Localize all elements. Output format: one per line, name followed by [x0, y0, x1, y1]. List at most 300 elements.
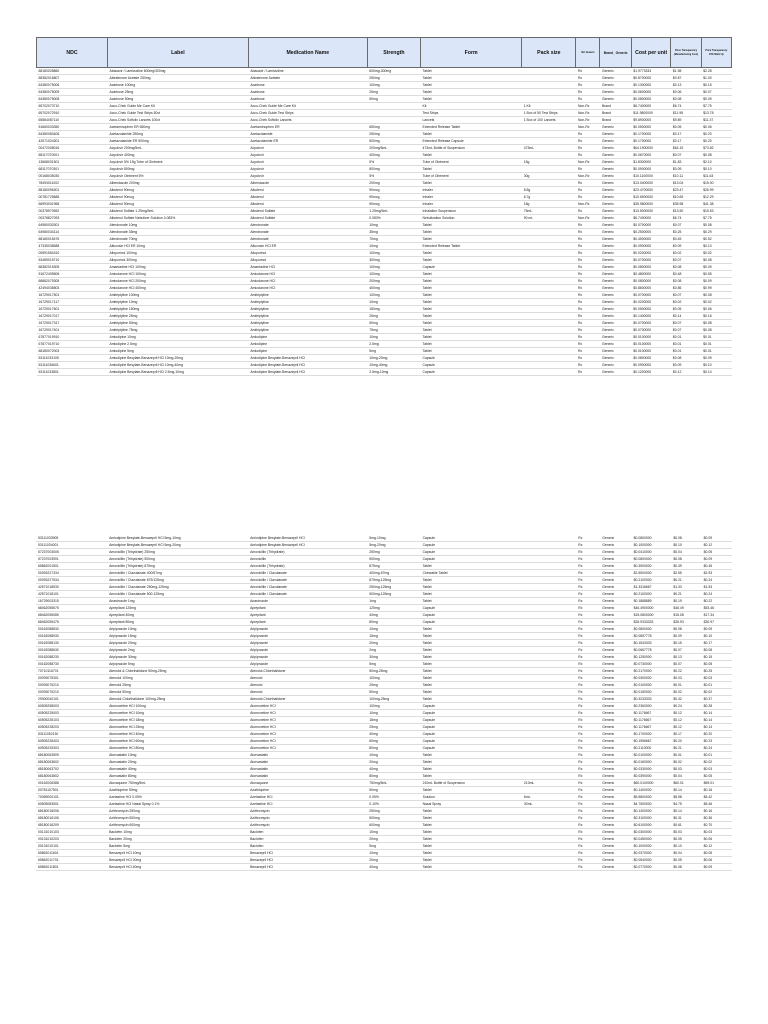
table-row: [37, 257, 732, 264]
price-markup-cell: $0.08: [701, 222, 731, 229]
label-cell: Aripiprazole 5mg: [107, 661, 248, 668]
rx-cell: Non-Rx: [576, 201, 600, 208]
table-row: [37, 215, 732, 222]
pack-size-cell: [522, 250, 576, 257]
form-cell: Tablet: [421, 334, 522, 341]
form-cell: Kit: [421, 103, 522, 110]
price-markup-cell: $0.06: [701, 306, 731, 313]
label-cell: Amiodarone HCl 400mg: [107, 285, 248, 292]
medication-name-cell: Azithromycin: [248, 822, 367, 829]
strength-cell: 400mg: [367, 285, 420, 292]
ndc-cell: 53111033801: [37, 369, 108, 376]
table-row: [36, 794, 732, 801]
pack-size-cell: [522, 745, 576, 752]
label-cell: Albuterol 90mcg: [107, 201, 248, 208]
price-cost-cell: $0.86: [671, 285, 701, 292]
price-markup-cell: $17.34: [702, 612, 732, 619]
label-cell: Acyclovir 5% 15g Tube of Ointment: [107, 159, 248, 166]
ndc-cell: 42494035803: [37, 285, 108, 292]
ndc-cell: 68180063702: [36, 766, 107, 773]
medication-name-cell: Atomoxetine HCl: [248, 703, 367, 710]
pack-size-cell: [522, 549, 576, 556]
ndc-cell: 68462055085: [36, 612, 107, 619]
label-cell: Aripiprazole 30mg: [107, 654, 248, 661]
price-cost-cell: $0.87: [671, 75, 701, 82]
cost-per-unit-cell: $0.0330000: [632, 766, 672, 773]
price-cost-cell: $35.98: [671, 201, 701, 208]
cost-per-unit-cell: $4.7500000: [632, 801, 672, 808]
medication-name-cell: Acarbose: [248, 89, 367, 96]
strength-cell: 80mg: [367, 773, 420, 780]
pack-size-cell: [522, 843, 576, 850]
price-markup-cell: $0.01: [702, 752, 732, 759]
rx-cell: Rx: [576, 780, 600, 787]
brand-generic-cell: Generic: [600, 535, 631, 542]
cost-per-unit-cell: $15.0800000: [632, 612, 672, 619]
cost-per-unit-cell: $0.0150000: [632, 689, 672, 696]
table-body-part-2: [36, 535, 732, 871]
label-cell: Acetazolamide ER 500mg: [107, 138, 248, 145]
cost-per-unit-cell: $0.0800000: [632, 535, 672, 542]
label-cell: Aprepitant 40mg: [107, 612, 248, 619]
brand-generic-cell: Generic: [600, 208, 631, 215]
ndc-cell: 68180016006: [36, 808, 107, 815]
ndc-cell: 70710116701: [36, 668, 107, 675]
rx-cell: Rx: [576, 264, 600, 271]
price-cost-cell: $0.04: [671, 773, 701, 780]
label-cell: Aripiprazole 2mg: [107, 647, 248, 654]
table-row: [37, 292, 732, 299]
cost-per-unit-cell: $0.0100000: [631, 341, 671, 348]
form-cell: Tablet: [421, 822, 522, 829]
table-body-part-1: [37, 68, 732, 376]
rx-cell: Rx: [576, 180, 600, 187]
strength-cell: 250mg: [367, 549, 420, 556]
price-markup-cell: $15.53: [701, 208, 731, 215]
pack-size-cell: [522, 369, 576, 376]
medication-name-cell: Atenolol: [248, 682, 367, 689]
cost-per-unit-cell: $0.1400000: [632, 808, 672, 815]
strength-cell: 20mg: [367, 759, 420, 766]
cost-per-unit-cell: $0.0667778: [632, 647, 672, 654]
form-cell: Capsule: [421, 535, 522, 542]
table-row: [37, 131, 732, 138]
price-markup-cell: $0.29: [701, 229, 731, 236]
form-cell: Capsule: [421, 369, 522, 376]
medication-name-cell: Atovaquone: [248, 780, 367, 787]
table-row: [37, 96, 732, 103]
medication-name-cell: Amoxicillin / Clavulanate: [248, 577, 367, 584]
ndc-cell: 16729017317: [37, 320, 108, 327]
ndc-cell: 00162088230: [36, 654, 107, 661]
price-markup-cell: $0.37: [702, 696, 732, 703]
pack-size-cell: [522, 556, 576, 563]
medication-name-cell: Alendronate: [248, 222, 367, 229]
price-markup-cell: $0.24: [702, 577, 732, 584]
label-cell: Accu-Chek Guide Test Strips 50ct: [107, 110, 248, 117]
rx-cell: Rx: [576, 229, 600, 236]
pack-size-cell: [522, 668, 576, 675]
label-cell: Amiodarone HCl 200mg: [107, 278, 248, 285]
brand-generic-cell: Generic: [600, 236, 631, 243]
table-row: [36, 780, 732, 787]
label-cell: Anastrozole 1mg: [107, 598, 248, 605]
form-cell: Capsule: [421, 619, 522, 626]
ndc-cell: 68382016807: [37, 75, 108, 82]
price-cost-cell: $0.09: [671, 166, 701, 173]
rx-cell: Rx: [576, 689, 600, 696]
label-cell: Benazepril HCl 10mg: [107, 850, 248, 857]
price-cost-cell: $0.08: [671, 626, 701, 633]
medication-name-cell: Amlodipine Besylate-Benazepril HCl: [248, 362, 367, 369]
price-markup-cell: $0.12: [702, 542, 732, 549]
table-row: [37, 110, 732, 117]
strength-cell: 600mg: [367, 822, 420, 829]
table-row: [36, 850, 732, 857]
form-cell: Tablet: [421, 313, 522, 320]
cost-per-unit-cell: $0.3233333: [632, 696, 672, 703]
form-cell: Test Strips: [421, 110, 522, 117]
label-cell: Amantadine HCl 100mg: [107, 264, 248, 271]
price-cost-cell: $0.09: [671, 362, 701, 369]
table-row: [36, 584, 732, 591]
price-markup-cell: $0.09: [702, 864, 732, 871]
rx-cell: Rx: [576, 278, 600, 285]
label-cell: Atenolol & Chlorthalidone 50mg-25mg: [107, 668, 248, 675]
cost-per-unit-cell: $6.7400000: [631, 103, 671, 110]
cost-per-unit-cell: $0.0700000: [631, 292, 671, 299]
ndc-cell: 60505228103: [36, 717, 107, 724]
brand-generic-cell: Generic: [600, 96, 631, 103]
price-cost-cell: $0.08: [671, 556, 701, 563]
pack-size-cell: [522, 152, 576, 159]
price-cost-cell: $0.02: [671, 689, 701, 696]
brand-generic-cell: Generic: [600, 556, 631, 563]
price-markup-cell: $1.53: [702, 584, 732, 591]
label-cell: Abacavir / Lamivudine 600mg/300mg: [107, 68, 248, 75]
medication-name-cell: Amlodipine Besylate-Benazepril HCl: [248, 369, 367, 376]
rx-cell: Rx: [576, 320, 600, 327]
label-cell: Baclofen 5mg: [107, 843, 248, 850]
form-cell: Tablet: [421, 787, 522, 794]
rx-cell: Rx: [576, 787, 600, 794]
price-markup-cell: $7.75: [701, 103, 731, 110]
medication-name-cell: Benazepril HCl: [248, 850, 367, 857]
cost-per-unit-cell: $13.5000000: [631, 208, 671, 215]
cost-per-unit-cell: $0.1400000: [632, 787, 672, 794]
brand-generic-cell: Generic: [600, 327, 631, 334]
ndc-cell: 78493011002: [37, 180, 108, 187]
form-cell: Tablet: [421, 766, 522, 773]
brand-generic-cell: Generic: [600, 299, 631, 306]
cost-per-unit-cell: $0.4800000: [631, 271, 671, 278]
cost-per-unit-cell: $11.9800000: [631, 110, 671, 117]
table-row: [36, 542, 732, 549]
ndc-cell: 00093227334: [36, 570, 107, 577]
table-row: [37, 285, 732, 292]
label-cell: Acyclovir Ointment 5%: [107, 173, 248, 180]
rx-cell: Rx: [576, 355, 600, 362]
medication-name-cell: Amlodipine Besylate-Benazepril HCl: [248, 355, 367, 362]
form-cell: Chewable Tablet: [421, 570, 522, 577]
table-row: [37, 89, 732, 96]
brand-generic-cell: Generic: [600, 864, 631, 871]
pack-size-cell: [522, 138, 576, 145]
form-cell: Tablet: [421, 864, 522, 871]
cost-per-unit-cell: $0.0700000: [631, 257, 671, 264]
ndc-cell: 60505258003: [36, 703, 107, 710]
brand-generic-cell: Generic: [600, 75, 631, 82]
brand-generic-cell: Generic: [600, 577, 631, 584]
strength-cell: 90mcg: [367, 194, 420, 201]
form-cell: Tablet: [421, 577, 522, 584]
price-markup-cell: $15.00: [701, 180, 731, 187]
brand-generic-cell: Generic: [600, 563, 631, 570]
price-cost-cell: $0.45: [671, 236, 701, 243]
price-cost-cell: $4.75: [671, 801, 701, 808]
brand-generic-cell: Generic: [600, 808, 631, 815]
header-brand-generic: Brand_ Generic: [600, 38, 631, 68]
cost-per-unit-cell: $0.1200000: [631, 369, 671, 376]
price-cost-cell: $0.07: [671, 152, 701, 159]
medication-name-cell: Amiodarone HCl: [248, 271, 367, 278]
price-cost-cell: $5.58: [671, 794, 701, 801]
price-markup-cell: $0.70: [702, 822, 732, 829]
price-markup-cell: $0.03: [702, 766, 732, 773]
medication-name-cell: Albendazole: [248, 180, 367, 187]
form-cell: Tablet: [421, 320, 522, 327]
price-cost-cell: $13.50: [671, 208, 701, 215]
table-row: [37, 250, 732, 257]
rx-cell: Rx: [576, 626, 600, 633]
price-cost-cell: $0.01: [671, 334, 701, 341]
form-cell: Nasal Spray: [421, 801, 522, 808]
label-cell: Amoxicillin / Clavulanate 875/125mg: [107, 577, 248, 584]
pack-size-cell: 1 Box of 50 Test Strips: [522, 110, 576, 117]
price-cost-cell: $0.17: [671, 731, 701, 738]
ndc-cell: 16729017017: [37, 313, 108, 320]
brand-generic-cell: Generic: [600, 285, 631, 292]
price-cost-cell: $0.01: [671, 752, 701, 759]
price-markup-cell: $0.36: [702, 815, 732, 822]
table-row: [37, 341, 732, 348]
price-markup-cell: $0.14: [702, 710, 732, 717]
ndc-cell: 00093227534: [36, 577, 107, 584]
medication-name-cell: Atomoxetine HCl: [248, 738, 367, 745]
label-cell: Allopurinol 100mg: [107, 250, 248, 257]
form-cell: Tablet: [421, 299, 522, 306]
label-cell: Alfuzosin HCl ER 10mg: [107, 243, 248, 250]
table-row: [36, 549, 732, 556]
medication-name-cell: Atomoxetine HCl: [248, 745, 367, 752]
brand-generic-cell: Generic: [600, 243, 631, 250]
form-cell: Tablet: [421, 661, 522, 668]
ndc-cell: 65862011701: [36, 857, 107, 864]
price-markup-cell: $0.05: [702, 850, 732, 857]
ndc-cell: 68180063602: [36, 759, 107, 766]
price-markup-cell: $0.09: [702, 556, 732, 563]
ndc-cell: 60505225303: [36, 745, 107, 752]
form-cell: Tablet: [421, 654, 522, 661]
brand-generic-cell: Generic: [600, 180, 631, 187]
cost-per-unit-cell: $10.1100000: [631, 173, 671, 180]
medication-name-cell: Aripiprazole: [248, 640, 367, 647]
label-cell: Atovaquone 750mg/5mL: [107, 780, 248, 787]
brand-generic-cell: Generic: [600, 313, 631, 320]
brand-generic-cell: Generic: [600, 724, 631, 731]
brand-generic-cell: Generic: [600, 131, 631, 138]
form-cell: Tablet: [421, 773, 522, 780]
price-markup-cell: $0.09: [701, 278, 731, 285]
price-cost-cell: $0.12: [671, 369, 701, 376]
strength-cell: 250mg: [367, 75, 420, 82]
strength-cell: 90mcg: [367, 201, 420, 208]
price-cost-cell: $10.11: [671, 173, 701, 180]
cost-per-unit-cell: $0.0200000: [631, 250, 671, 257]
brand-generic-cell: Generic: [600, 619, 631, 626]
cost-per-unit-cell: $1.9773333: [631, 68, 671, 75]
label-cell: Acyclovir 400mg: [107, 152, 248, 159]
brand-generic-cell: Generic: [600, 626, 631, 633]
rx-cell: Rx: [576, 75, 600, 82]
cost-per-unit-cell: $0.0300000: [632, 829, 672, 836]
cost-per-unit-cell: $0.0370000: [632, 850, 672, 857]
cost-per-unit-cell: $0.3100000: [632, 815, 672, 822]
strength-cell: 800mg: [367, 166, 420, 173]
label-cell: Azithromycin 250mg: [107, 808, 248, 815]
brand-generic-cell: Generic: [600, 780, 631, 787]
price-cost-cell: $15.08: [671, 612, 701, 619]
price-cost-cell: $1.98: [671, 68, 701, 75]
price-markup-cell: $0.22: [702, 598, 732, 605]
price-cost-cell: $0.08: [671, 864, 701, 871]
label-cell: Atomoxetine HCl 25mg: [107, 724, 248, 731]
rx-cell: Rx: [576, 96, 600, 103]
pack-size-cell: [522, 724, 576, 731]
ndc-cell: 65862001501: [36, 563, 107, 570]
rx-cell: Rx: [576, 633, 600, 640]
brand-generic-cell: Generic: [600, 710, 631, 717]
table-row: [37, 103, 732, 110]
strength-cell: 100mg: [367, 264, 420, 271]
price-markup-cell: $0.09: [701, 355, 731, 362]
table-row: [36, 759, 732, 766]
ndc-cell: 68180016106: [36, 815, 107, 822]
cost-per-unit-cell: $26.9333333: [632, 619, 672, 626]
table-row: [36, 682, 732, 689]
price-markup-cell: $0.14: [702, 717, 732, 724]
medication-name-cell: Acyclovir: [248, 166, 367, 173]
table-row: [36, 668, 732, 675]
price-cost-cell: $0.04: [671, 549, 701, 556]
brand-generic-cell: Generic: [600, 633, 631, 640]
ndc-cell: 16729003315: [36, 598, 107, 605]
medication-name-cell: Amiodarone HCl: [248, 278, 367, 285]
rx-cell: Rx: [576, 194, 600, 201]
price-cost-cell: $0.05: [671, 124, 701, 131]
rx-cell: Rx: [576, 661, 600, 668]
table-row: [37, 82, 732, 89]
cost-per-unit-cell: $0.1956667: [632, 738, 672, 745]
cost-per-unit-cell: $0.0900000: [631, 166, 671, 173]
ndc-cell: 68682075305: [37, 278, 108, 285]
pack-size-cell: 15g: [522, 159, 576, 166]
cost-per-unit-cell: $0.0800000: [632, 626, 672, 633]
strength-cell: 150mg: [367, 306, 420, 313]
table-row: [36, 864, 732, 871]
ndc-cell: 68382015305: [37, 264, 108, 271]
cost-per-unit-cell: $0.1300000: [631, 82, 671, 89]
label-cell: Acetaminophen ER 650mg: [107, 124, 248, 131]
pack-size-cell: [522, 822, 576, 829]
price-markup-cell: $0.12: [702, 843, 732, 850]
strength-cell: 40mg: [367, 731, 420, 738]
ndc-cell: 00162006388: [36, 780, 107, 787]
table-row: [37, 152, 732, 159]
rx-cell: Non-Rx: [576, 103, 600, 110]
table-row: [36, 591, 732, 598]
label-cell: Amoxicillin (Trihydrate) 250mg: [107, 549, 248, 556]
pack-size-cell: 18g: [522, 201, 576, 208]
table-row: [36, 598, 732, 605]
medication-name-cell: Alendronate: [248, 229, 367, 236]
cost-per-unit-cell: $0.2110000: [632, 745, 672, 752]
ndc-cell: 70069000101: [36, 794, 107, 801]
rx-cell: Rx: [576, 752, 600, 759]
pack-size-cell: [522, 857, 576, 864]
brand-generic-cell: Generic: [600, 194, 631, 201]
price-cost-cell: $0.02: [671, 759, 701, 766]
brand-generic-cell: Generic: [600, 250, 631, 257]
price-markup-cell: $0.24: [702, 591, 732, 598]
pack-size-cell: [522, 661, 576, 668]
strength-cell: 875mg: [367, 563, 420, 570]
price-markup-cell: $0.16: [702, 787, 732, 794]
price-markup-cell: $0.16: [701, 313, 731, 320]
form-cell: Tablet: [421, 180, 522, 187]
brand-generic-cell: Generic: [600, 355, 631, 362]
pack-size-cell: 30mL: [522, 801, 576, 808]
cost-per-unit-cell: $0.1700000: [631, 138, 671, 145]
header-price-transparency-markup: Price Transparency 15% Mark Up: [701, 38, 731, 68]
header-strength: Strength: [367, 38, 420, 68]
rx-cell: Non-Rx: [576, 110, 600, 117]
brand-generic-cell: Generic: [600, 815, 631, 822]
strength-cell: 200mg/5mL: [367, 145, 420, 152]
price-markup-cell: $0.01: [701, 341, 731, 348]
table-row: [36, 787, 732, 794]
price-cost-cell: $0.08: [671, 535, 701, 542]
price-markup-cell: $0.09: [702, 626, 732, 633]
label-cell: Amitriptyline 25mg: [107, 313, 248, 320]
rx-cell: Rx: [576, 299, 600, 306]
table-row: [37, 222, 732, 229]
price-cost-cell: $0.39: [671, 563, 701, 570]
table-row: [36, 829, 732, 836]
ndc-cell: 65702072910: [37, 110, 108, 117]
cost-per-unit-cell: $0.1400000: [631, 313, 671, 320]
ndc-cell: 67877019910: [37, 334, 108, 341]
price-markup-cell: $0.10: [701, 362, 731, 369]
price-cost-cell: $0.19: [671, 598, 701, 605]
form-cell: Tablet: [421, 68, 522, 75]
brand-generic-cell: Generic: [600, 794, 631, 801]
label-cell: Aripiprazole 20mg: [107, 640, 248, 647]
brand-generic-cell: Generic: [600, 822, 631, 829]
price-markup-cell: $0.20: [702, 731, 732, 738]
strength-cell: 650mg: [367, 124, 420, 131]
table-row: [37, 327, 732, 334]
